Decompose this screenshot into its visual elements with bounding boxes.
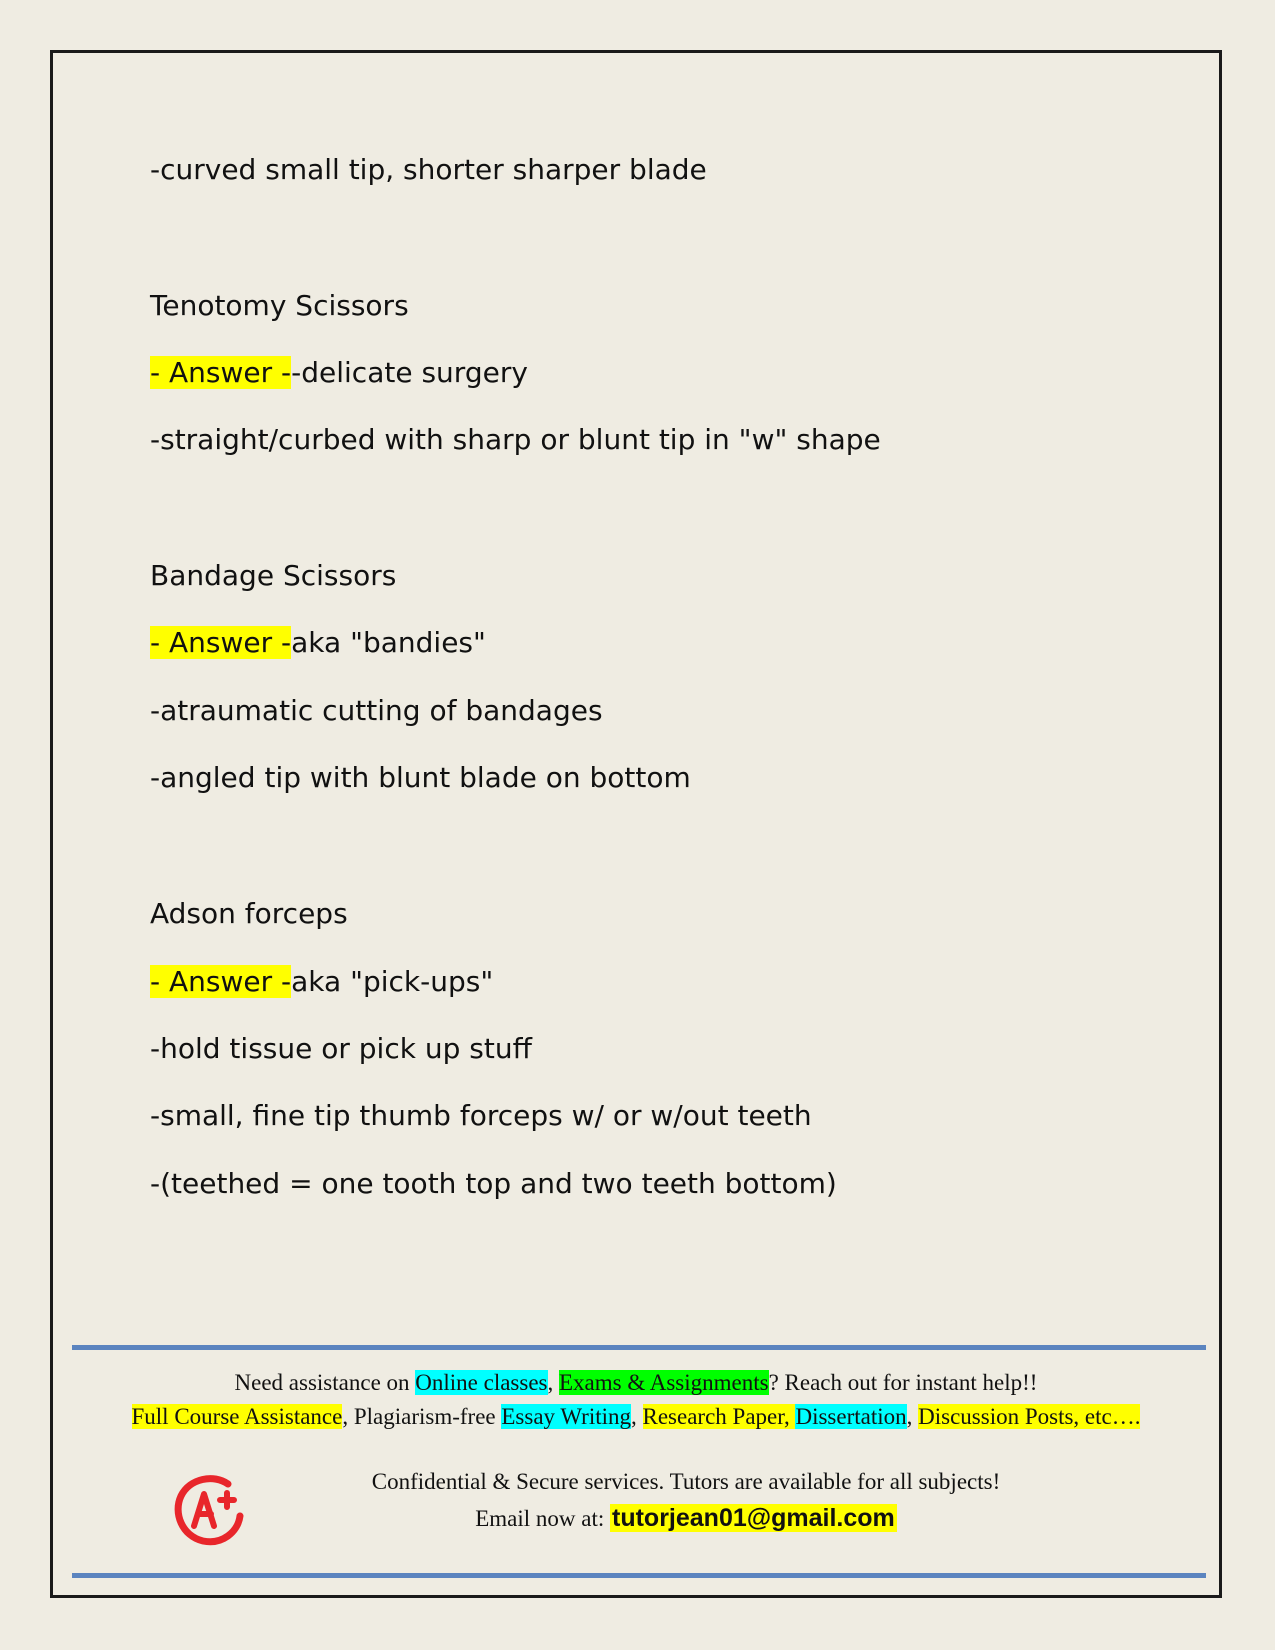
- footer-top-rule: [72, 1345, 1206, 1350]
- answer-line: [150, 964, 493, 1000]
- online-classes-link[interactable]: Online classes: [415, 1370, 548, 1395]
- footer-text: , Plagiarism-free: [342, 1404, 502, 1429]
- footer-row-1: [50, 1368, 1222, 1398]
- footer-text: ,: [631, 1404, 643, 1429]
- answer-label: - Answer -: [150, 626, 292, 659]
- footer-bottom-rule: [72, 1573, 1206, 1578]
- dissertation-link[interactable]: Dissertation: [795, 1404, 907, 1429]
- research-paper-link[interactable]: Research Paper,: [642, 1404, 796, 1429]
- footer-text: ,: [547, 1370, 559, 1395]
- footer-text: Need assistance on: [234, 1370, 416, 1395]
- text-line: -atraumatic cutting of bandages: [150, 694, 603, 727]
- exams-assignments-link[interactable]: Exams & Assignments: [559, 1370, 769, 1395]
- footer-row-2: [50, 1402, 1222, 1432]
- term-adson-forceps: Adson forceps: [150, 897, 348, 930]
- term-tenotomy-scissors: Tenotomy Scissors: [150, 289, 409, 322]
- text-line: -hold tissue or pick up stuff: [150, 1032, 532, 1065]
- answer-label: - Answer -: [150, 356, 292, 389]
- text-line: -(teethed = one tooth top and two teeth bottom): [150, 1167, 837, 1200]
- footer-text: ,: [906, 1404, 919, 1429]
- answer-line: [150, 355, 528, 391]
- discussion-posts-link[interactable]: Discussion Posts, etc….: [918, 1404, 1141, 1429]
- text-line: -small, fine tip thumb forceps w/ or w/out teeth: [150, 1099, 812, 1132]
- answer-text: -delicate surgery: [291, 356, 528, 389]
- full-course-link[interactable]: Full Course Assistance: [131, 1404, 343, 1429]
- answer-text: aka "bandies": [291, 626, 486, 659]
- answer-text: aka "pick-ups": [291, 965, 494, 998]
- essay-writing-link[interactable]: Essay Writing: [501, 1404, 631, 1429]
- email-label: Email now at:: [475, 1506, 610, 1531]
- answer-label: - Answer -: [150, 965, 292, 998]
- answer-line: [150, 625, 486, 661]
- footer-row-3: Confidential & Secure services. Tutors are available for all subjects!: [371, 1469, 1001, 1494]
- email-link[interactable]: tutorjean01@gmail.com: [612, 1504, 895, 1532]
- footer-text: ? Reach out for instant help!!: [768, 1370, 1038, 1395]
- text-line: -straight/curbed with sharp or blunt tip in "w" shape: [150, 423, 881, 456]
- text-line: -curved small tip, shorter sharper blade: [150, 153, 707, 186]
- footer-row-4: [150, 1503, 1222, 1534]
- page-border: [50, 50, 1222, 1598]
- text-line: -angled tip with blunt blade on bottom: [150, 761, 691, 794]
- term-bandage-scissors: Bandage Scissors: [150, 559, 397, 592]
